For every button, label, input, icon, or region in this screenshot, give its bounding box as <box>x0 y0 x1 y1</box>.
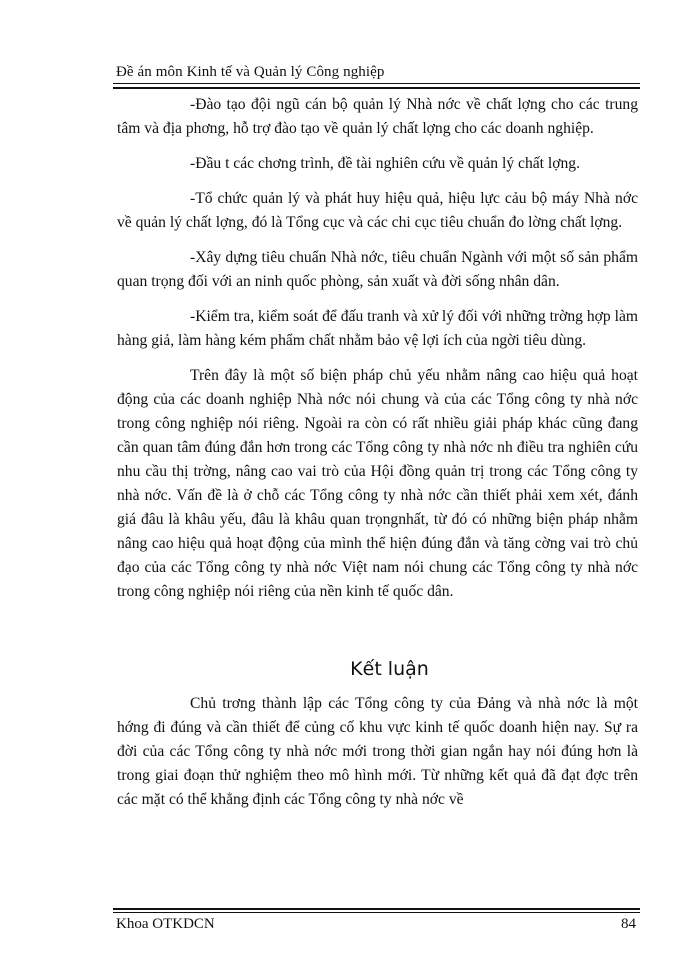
conclusion-paragraph: Chủ trơng thành lập các Tổng công ty của Đảng và nhà nớc là một hớng đi đúng và cần thiết để củng cố khu vực kinh tế quốc doanh hiện nay. Sự ra đời của các Tổng công ty nhà nớc mới trong thời gian ngắn hay nói đúng hơn là trong giai đoạn thử nghiệm theo mô hình mới. Từ những kết quả đã đạt đợc trên các mặt có thể khẳng định các Tổng công ty nhà nớc về <box>117 695 638 808</box>
paragraph-gap <box>117 294 638 305</box>
header-rule-thin <box>113 83 640 84</box>
paragraph-gap <box>117 141 638 152</box>
heading-gap <box>117 682 638 692</box>
paragraph-training: -Đào tạo đội ngũ cán bộ quản lý Nhà nớc về chất lợng cho các trung tâm và địa phơng, hỗ trợ đào tạo về quản lý chất lợng cho các doanh nghiệp. <box>117 96 638 137</box>
conclusion-heading: Kết luận <box>350 658 429 680</box>
paragraph-gap <box>117 235 638 246</box>
header-title: Đề án môn Kinh tế và Quản lý Công nghiệp <box>116 64 385 80</box>
body-text <box>117 93 638 812</box>
paragraph-investment: -Đầu t các chơng trình, đề tài nghiên cứu về quản lý chất lợng. <box>190 155 580 172</box>
paragraph-gap <box>117 176 638 187</box>
header-rule-thick <box>113 87 640 89</box>
paragraph-organization: -Tổ chức quản lý và phát huy hiệu quả, hiệu lực cảu bộ máy Nhà nớc về quản lý chất lợng, đó là Tổng cục và các chi cục tiêu chuẩn đo lờng chất lợng. <box>117 190 638 231</box>
section-gap <box>117 604 638 656</box>
footer-department: Khoa OTKDCN <box>116 916 215 932</box>
paragraph-gap <box>117 353 638 364</box>
paragraph-summary: Trên đây là một số biện pháp chủ yếu nhằm nâng cao hiệu quả hoạt động của các doanh nghiệp Nhà nớc nói chung và của các Tổng công ty nhà nớc trong công nghiệp nói riêng. Ngoài ra còn có rất nhiều giải pháp khác cũng đang cần quan tâm đúng đắn hơn trong các Tổng công ty nhà nớc nh điều tra nghiên cứu nhu cầu thị trờng, nâng cao vai trò của Hội đồng quản trị trong các Tổng công ty nhà nớc. Vấn đề là ở chỗ các Tổng công ty nhà nớc cần thiết phải xem xét, đánh giá đâu là khâu yếu, đâu là khâu quan trọngnhất, từ đó có những biện pháp nhằm nâng cao hiệu quả hoạt động của mình thể hiện đúng đắn và tăng cờng vai trò chủ đạo của các Tổng công ty nhà nớc Việt nam nói chung các Tổng công ty nhà nớc trong công nghiệp nói riêng của nền kinh tế quốc dân. <box>117 367 638 600</box>
paragraph-standards: -Xây dựng tiêu chuẩn Nhà nớc, tiêu chuẩn Ngành với một số sản phẩm quan trọng đối với an ninh quốc phòng, sản xuất và đời sống nhân dân. <box>117 249 638 290</box>
footer-rule-thick <box>113 908 640 910</box>
page-number: 84 <box>621 916 636 932</box>
paragraph-inspection: -Kiểm tra, kiểm soát để đấu tranh và xử lý đối với những trờng hợp làm hàng giả, làm hàng kém phẩm chất nhằm bảo vệ lợi ích của ngời tiêu dùng. <box>117 308 638 349</box>
footer-rule-thin <box>113 912 640 913</box>
